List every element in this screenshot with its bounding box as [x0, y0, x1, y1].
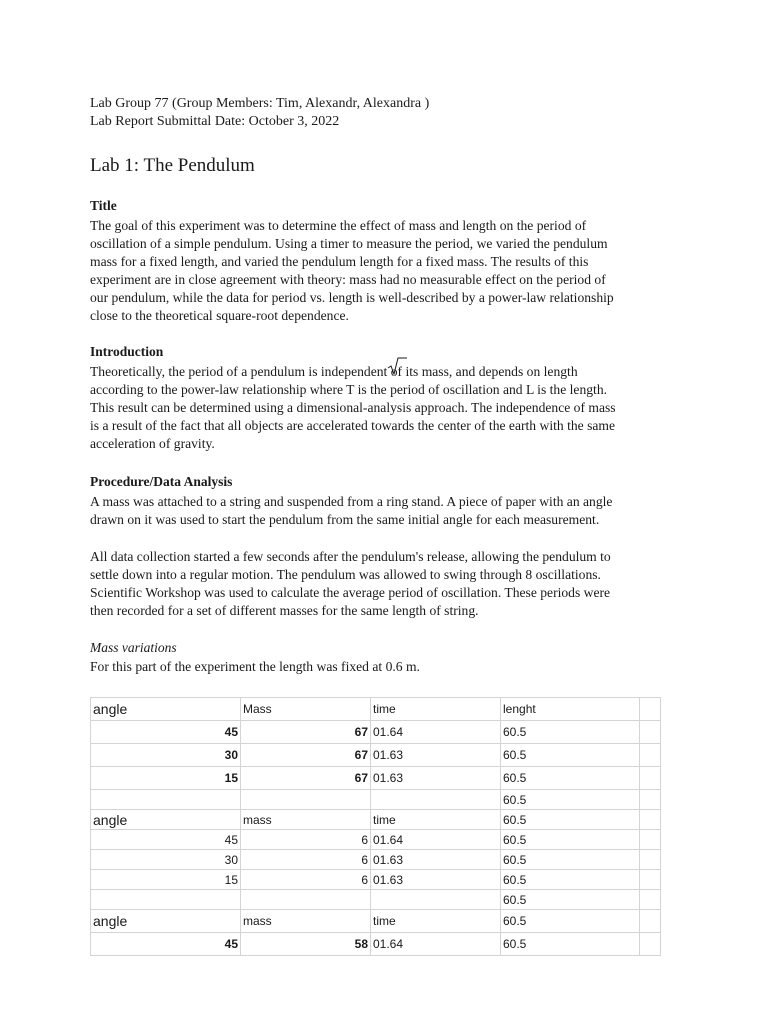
table-row	[91, 698, 661, 721]
table-row	[91, 890, 661, 910]
text-line: is a result of the fact that all objects are accelerated towards the center of the earth with the same	[90, 418, 616, 433]
table-cell: 6	[241, 850, 371, 870]
table-cell: 6	[241, 830, 371, 850]
text-line: our pendulum, while the data for period vs. length is well-described by a power-law relationship	[90, 290, 614, 305]
procedure-paragraph-2	[90, 548, 674, 620]
table-cell	[640, 870, 661, 890]
mass-variations-subheading: Mass variations	[90, 640, 177, 655]
table-cell: lenght	[501, 698, 640, 721]
table-cell	[640, 910, 661, 933]
introduction-paragraph	[90, 363, 674, 453]
table-cell: 01.63	[371, 744, 501, 767]
table-cell: 58	[241, 933, 371, 956]
table-cell: 01.64	[371, 933, 501, 956]
table-cell: angle	[91, 810, 241, 830]
table-cell: 6	[241, 870, 371, 890]
table-cell: 60.5	[501, 830, 640, 850]
table-cell: 45	[91, 933, 241, 956]
text-line: oscillation of a simple pendulum. Using a timer to measure the period, we varied the pendulum	[90, 236, 608, 251]
table-row	[91, 744, 661, 767]
table-cell	[371, 790, 501, 810]
table-cell	[640, 790, 661, 810]
table-cell: 30	[91, 850, 241, 870]
data-table	[90, 697, 661, 956]
text-line: settle down into a regular motion. The pendulum was allowed to swing through 8 oscillations.	[90, 567, 601, 582]
table-cell	[640, 850, 661, 870]
table-cell: time	[371, 698, 501, 721]
table-cell: 45	[91, 830, 241, 850]
table-cell	[640, 744, 661, 767]
square-root-symbol	[387, 357, 407, 375]
table-cell	[241, 790, 371, 810]
table-cell: 01.63	[371, 850, 501, 870]
group-line: Lab Group 77 (Group Members: Tim, Alexandr, Alexandra )	[90, 96, 430, 111]
table-cell: 30	[91, 744, 241, 767]
table-row	[91, 830, 661, 850]
mass-variations-text	[90, 658, 674, 676]
table-row	[91, 790, 661, 810]
text-line: drawn on it was used to start the pendulum from the same initial angle for each measurement.	[90, 512, 600, 527]
table-cell: 67	[241, 721, 371, 744]
table-cell: 01.63	[371, 870, 501, 890]
table-cell: 15	[91, 870, 241, 890]
table-row	[91, 910, 661, 933]
table-cell	[241, 890, 371, 910]
table-cell: 01.63	[371, 767, 501, 790]
table-cell: time	[371, 910, 501, 933]
table-cell: angle	[91, 698, 241, 721]
table-cell	[640, 810, 661, 830]
text-line: This result can be determined using a dimensional-analysis approach. The independence of mass	[90, 400, 616, 415]
introduction-heading: Introduction	[90, 344, 164, 359]
text-line: according to the power-law relationship where T is the period of oscillation and L is the length.	[90, 382, 608, 397]
table-cell	[91, 890, 241, 910]
table-cell: 60.5	[501, 870, 640, 890]
text-line: Theoretically, the period of a pendulum is independent of its mass, and depends on length	[90, 364, 578, 379]
table-cell: 60.5	[501, 890, 640, 910]
text-line: A mass was attached to a string and suspended from a ring stand. A piece of paper with an angle	[90, 494, 613, 509]
text-line: Scientific Workshop was used to calculate the average period of oscillation. These periods were	[90, 585, 611, 600]
text-line: All data collection started a few seconds after the pendulum's release, allowing the pendulum to	[90, 549, 611, 564]
table-row	[91, 767, 661, 790]
table-cell	[640, 890, 661, 910]
table-cell: 60.5	[501, 933, 640, 956]
table-cell: 01.64	[371, 721, 501, 744]
table-row	[91, 850, 661, 870]
table-cell: mass	[241, 810, 371, 830]
text-line: For this part of the experiment the length was fixed at 0.6 m.	[90, 659, 420, 674]
table-row	[91, 870, 661, 890]
table-cell	[640, 767, 661, 790]
table-cell: angle	[91, 910, 241, 933]
procedure-heading: Procedure/Data Analysis	[90, 474, 233, 489]
table-cell	[640, 698, 661, 721]
table-cell: mass	[241, 910, 371, 933]
title-paragraph	[90, 217, 674, 325]
date-line: Lab Report Submittal Date: October 3, 2022	[90, 114, 340, 129]
text-line: then recorded for a set of different masses for the same length of string.	[90, 603, 479, 618]
text-line: experiment are in close agreement with theory: mass had no measurable effect on the period of	[90, 272, 606, 287]
table-cell: 60.5	[501, 744, 640, 767]
table-cell: 45	[91, 721, 241, 744]
table-cell: Mass	[241, 698, 371, 721]
procedure-paragraph-1	[90, 493, 674, 529]
table-cell	[640, 721, 661, 744]
table-cell: 60.5	[501, 850, 640, 870]
table-cell	[371, 890, 501, 910]
table-cell: 01.64	[371, 830, 501, 850]
text-line: acceleration of gravity.	[90, 436, 215, 451]
text-line: mass for a fixed length, and varied the pendulum length for a fixed mass. The results of this	[90, 254, 589, 269]
table-cell	[91, 790, 241, 810]
table-row	[91, 933, 661, 956]
table-cell: 60.5	[501, 767, 640, 790]
document-title: Lab 1: The Pendulum	[90, 155, 255, 176]
table-cell	[640, 830, 661, 850]
text-line: The goal of this experiment was to determine the effect of mass and length on the period of	[90, 218, 587, 233]
table-row	[91, 721, 661, 744]
table-cell: 67	[241, 744, 371, 767]
table-cell: 60.5	[501, 721, 640, 744]
table-row	[91, 810, 661, 830]
table-cell: time	[371, 810, 501, 830]
table-cell: 60.5	[501, 810, 640, 830]
title-heading: Title	[90, 198, 117, 213]
table-cell	[640, 933, 661, 956]
table-cell: 15	[91, 767, 241, 790]
table-cell: 60.5	[501, 790, 640, 810]
table-cell: 60.5	[501, 910, 640, 933]
table-cell: 67	[241, 767, 371, 790]
text-line: close to the theoretical square-root dependence.	[90, 308, 349, 323]
